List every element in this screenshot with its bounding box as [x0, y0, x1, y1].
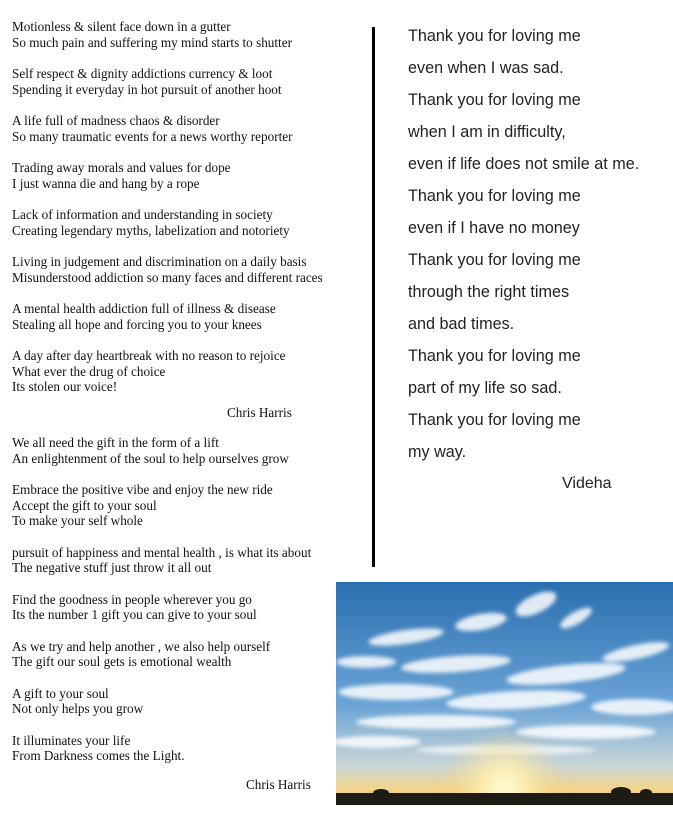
- poem-line: Thank you for loving me: [408, 187, 581, 205]
- poem-line: Lack of information and understanding in society: [12, 207, 273, 222]
- poem-line: Creating legendary myths, labelization and notoriety: [12, 222, 290, 238]
- poem-line: Motionless & silent face down in a gutter: [12, 19, 231, 34]
- poem-line: So much pain and suffering my mind starts to shutter: [12, 34, 292, 50]
- poem-1-stanza: [12, 348, 367, 395]
- poem-line: We all need the gift in the form of a lift: [12, 435, 219, 450]
- poem-3-author: Videha: [562, 475, 612, 492]
- poem-1-author: Chris Harris: [227, 405, 292, 420]
- poem-line: pursuit of happiness and mental health , is what its about: [12, 544, 312, 560]
- poem-line: As we try and help another , we also help ourself: [12, 638, 271, 654]
- poem-line: Thank you for loving me: [408, 91, 581, 109]
- poem-2-stanza: [12, 545, 367, 576]
- poem-line: From Darkness comes the Light.: [12, 748, 185, 763]
- poem-line: Embrace the positive vibe and enjoy the new ride: [12, 482, 273, 497]
- poem-line: even if life does not smile at me.: [408, 155, 640, 173]
- poem-line: Its the number 1 gift you can give to your soul: [12, 607, 257, 622]
- poem-line: To make your self whole: [12, 513, 143, 528]
- poem-1-stanza: [12, 66, 367, 97]
- poem-2-author: Chris Harris: [246, 777, 311, 792]
- poem-2: [12, 435, 367, 780]
- poem-line: A mental health addiction full of illness & disease: [12, 301, 276, 316]
- poem-line: and bad times.: [408, 315, 515, 333]
- poem-line: A day after day heartbreak with no reason to rejoice: [12, 348, 286, 363]
- poem-1-stanza: [12, 254, 367, 285]
- poem-line: I just wanna die and hang by a rope: [12, 175, 200, 191]
- poem-line: Find the goodness in people wherever you go: [12, 591, 252, 607]
- poem-line: What ever the drug of choice: [12, 363, 166, 379]
- poem-line: So many traumatic events for a news worthy reporter: [12, 128, 293, 144]
- poem-1-stanza: [12, 19, 367, 50]
- poem-line: The negative stuff just throw it all out: [12, 560, 212, 575]
- poem-line: part of my life so sad.: [408, 379, 562, 397]
- poem-line: Self respect & dignity addictions currency & loot: [12, 66, 273, 81]
- sunset-sky-photo: [336, 582, 673, 805]
- column-divider: [372, 27, 375, 567]
- poem-line: Misunderstood addiction so many faces and different races: [12, 269, 323, 285]
- poem-line: Living in judgement and discrimination on a daily basis: [12, 254, 307, 269]
- poem-line: Thank you for loving me: [408, 27, 581, 45]
- poem-line: Thank you for loving me: [408, 347, 581, 365]
- poem-line: Stealing all hope and forcing you to your knees: [12, 316, 262, 332]
- poem-line: Not only helps you grow: [12, 701, 144, 716]
- poem-1-stanza: [12, 160, 367, 191]
- poem-line: Spending it everyday in hot pursuit of another hoot: [12, 81, 282, 97]
- poem-line: Accept the gift to your soul: [12, 497, 157, 513]
- poem-1-stanza: [12, 207, 367, 238]
- poem-line: A life full of madness chaos & disorder: [12, 113, 220, 128]
- poem-line: An enlightenment of the soul to help ourselves grow: [12, 450, 289, 466]
- poem-line: Its stolen our voice!: [12, 379, 118, 394]
- poem-2-stanza: [12, 686, 367, 717]
- poem-line: Thank you for loving me: [408, 411, 581, 429]
- poem-1-stanza: [12, 301, 367, 332]
- poem-line: It illuminates your life: [12, 732, 131, 748]
- poem-2-stanza: [12, 592, 367, 623]
- poem-2-stanza: [12, 639, 367, 670]
- poem-2-stanza: [12, 435, 367, 466]
- poem-line: when I am in difficulty,: [408, 123, 566, 141]
- poem-line: The gift our soul gets is emotional wealth: [12, 654, 232, 669]
- poem-line: A gift to your soul: [12, 685, 109, 701]
- poem-line: through the right times: [408, 283, 570, 301]
- poem-line: my way.: [408, 443, 467, 461]
- poem-1-stanza: [12, 113, 367, 144]
- poem-1: [12, 19, 367, 411]
- poem-2-stanza: [12, 482, 367, 529]
- poem-2-stanza: [12, 733, 367, 764]
- poem-line: Thank you for loving me: [408, 251, 581, 269]
- poem-line: even if I have no money: [408, 219, 580, 237]
- poem-line: Trading away morals and values for dope: [12, 160, 231, 175]
- poem-line: even when I was sad.: [408, 59, 564, 77]
- poem-3: [408, 24, 673, 472]
